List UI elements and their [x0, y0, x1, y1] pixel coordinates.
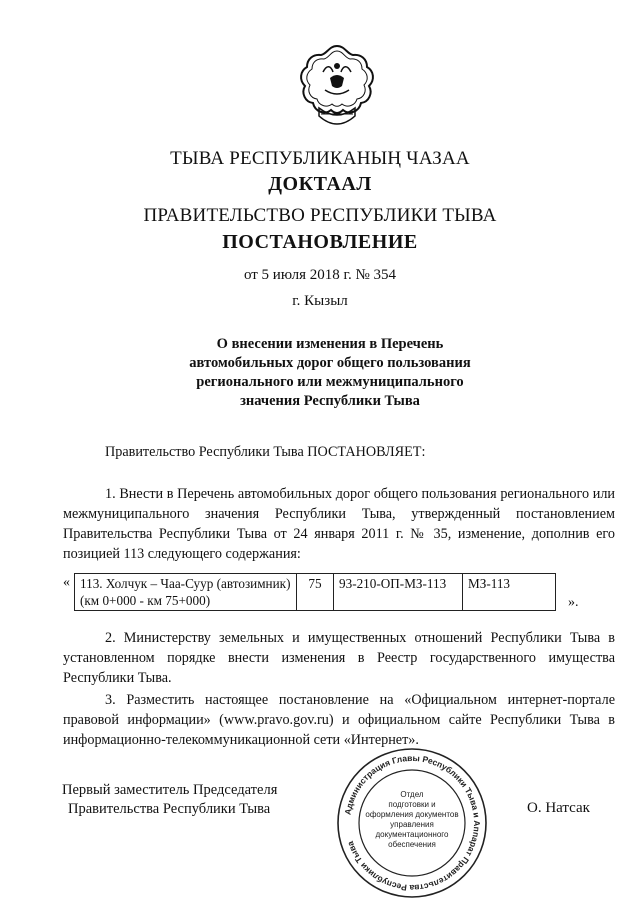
- date-number: от 5 июля 2018 г. № 354: [243, 267, 397, 283]
- quote-open: «: [63, 575, 70, 590]
- coat-of-arms-emblem: [297, 42, 377, 138]
- road-length-cell: 75: [297, 574, 334, 611]
- tuvan-document-type: ДОКТААЛ: [268, 173, 372, 195]
- signatory-name: О. Натсак: [527, 800, 590, 816]
- tuvan-government-name: ТЫВА РЕСПУБЛИКАНЫҢ ЧАЗАА: [170, 148, 470, 169]
- svg-text:документационного: документационного: [375, 830, 449, 839]
- item-2-text: 2. Министерству земельных и имущественных отношений Республики Тыва в установленном порядке внести изменения в Реестр государственного имущества Республики Тыва.: [63, 630, 615, 686]
- official-stamp: [334, 745, 490, 901]
- title-line: значения Республики Тыва: [240, 393, 420, 409]
- quote-close: ».: [568, 595, 579, 610]
- russian-government-name: ПРАВИТЕЛЬСТВО РЕСПУБЛИКИ ТЫВА: [143, 205, 497, 226]
- svg-text:управления: управления: [390, 820, 434, 829]
- road-index-cell: МЗ-113: [463, 574, 556, 611]
- russian-document-type: ПОСТАНОВЛЕНИЕ: [222, 231, 418, 253]
- position-line-1: Первый заместитель Председателя: [62, 782, 278, 798]
- table-row: [75, 574, 556, 611]
- document-title: [130, 335, 530, 411]
- svg-text:оформления документов: оформления документов: [365, 810, 459, 819]
- signatory-position: [62, 781, 322, 819]
- svg-text:Администрация Главы Республики: Администрация Главы Республики Тыва и Аппарат Правительства Республики Тыва: [342, 752, 483, 894]
- intro-paragraph: Правительство Республики Тыва ПОСТАНОВЛЯЕТ:: [105, 444, 426, 460]
- item-1-paragraph: [63, 484, 615, 564]
- svg-text:подготовки и: подготовки и: [388, 800, 436, 809]
- road-code-cell: 93-210-ОП-МЗ-113: [334, 574, 463, 611]
- position-line-2: Правительства Республики Тыва: [68, 801, 271, 817]
- title-line: регионального или межмуниципального: [196, 374, 464, 390]
- item-2-paragraph: [63, 628, 615, 688]
- item-3-text: 3. Разместить настоящее постановление на «Официальном интернет-портале правовой информации» (www.pravo.gov.ru) и официальном сайте Республики Тыва в информационно-телекоммуникационной сети «Интернет».: [63, 692, 615, 748]
- title-line: автомобильных дорог общего пользования: [189, 355, 471, 371]
- road-name-cell: 113. Холчук – Чаа-Суур (автозимник) (км 0+000 - км 75+000): [75, 574, 297, 611]
- svg-text:обеспечения: обеспечения: [388, 840, 436, 849]
- title-line: О внесении изменения в Перечень: [216, 336, 444, 352]
- item-3-paragraph: [63, 690, 615, 750]
- svg-text:Отдел: Отдел: [400, 790, 424, 799]
- city: г. Кызыл: [292, 293, 348, 309]
- item-1-text: 1. Внести в Перечень автомобильных дорог общего пользования регионального или межмуниципального значения Республики Тыва, утвержденный постановлением Правительства Республики Тыва от 24 января 2011 г. № 35, изменение, дополнив его позицией 113 следующего содержания:: [63, 486, 615, 562]
- road-table: [74, 573, 556, 611]
